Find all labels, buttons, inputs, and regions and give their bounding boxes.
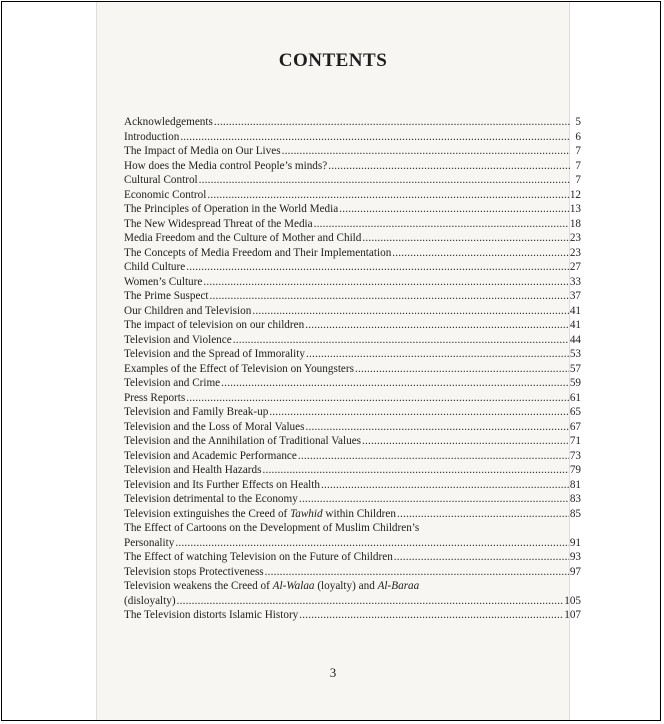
dot-leader bbox=[175, 536, 568, 551]
toc-entry-title: Television stops Protectiveness bbox=[124, 565, 264, 578]
toc-entry-title: Television and Its Further Effects on Health bbox=[124, 478, 320, 491]
toc-entry-page: 41 bbox=[569, 319, 581, 331]
toc-entry-title: Economic Control bbox=[124, 188, 207, 201]
toc-entry bbox=[124, 478, 581, 493]
toc-entry-title: The Concepts of Media Freedom and Their Implementation bbox=[124, 246, 392, 259]
toc-entry-page: 67 bbox=[569, 420, 581, 433]
dot-leader bbox=[186, 260, 569, 275]
toc-entry-page: 13 bbox=[569, 203, 581, 215]
toc-entry bbox=[124, 463, 581, 478]
toc-entry-title: The New Widespread Threat of the Media bbox=[124, 217, 313, 230]
toc-entry bbox=[124, 608, 581, 623]
dot-leader bbox=[305, 420, 568, 435]
dot-leader bbox=[221, 376, 569, 391]
toc-entry bbox=[124, 260, 581, 275]
book-page bbox=[96, 2, 581, 720]
toc-entry-page: 81 bbox=[569, 478, 581, 491]
toc-entry bbox=[124, 318, 581, 333]
dot-leader bbox=[214, 115, 570, 130]
toc-entry-title: Press Reports bbox=[124, 391, 186, 404]
toc-entry bbox=[124, 579, 581, 608]
toc-entry-page: 27 bbox=[569, 261, 581, 273]
toc-entry bbox=[124, 115, 581, 130]
toc-entry-page: 7 bbox=[575, 174, 581, 186]
toc-entry-title: Television and Academic Performance bbox=[124, 449, 297, 462]
toc-entry-page: 71 bbox=[569, 435, 581, 447]
toc-entry-title: Acknowledgements bbox=[124, 116, 213, 128]
toc-entry-title: Television and the Annihilation of Traditional Values bbox=[124, 435, 362, 447]
toc-entry-title: The Prime Suspect bbox=[124, 290, 209, 302]
toc-entry-page: 44 bbox=[569, 333, 581, 346]
dot-leader bbox=[362, 231, 568, 246]
toc-entry-page: 18 bbox=[569, 217, 581, 230]
toc-entry-title: Personality bbox=[124, 536, 175, 549]
toc-entry-title: Television and the Loss of Moral Values bbox=[124, 420, 305, 433]
toc-entry-title: Television and Family Break-up bbox=[124, 406, 269, 418]
toc-entry bbox=[124, 173, 581, 188]
toc-entry bbox=[124, 275, 581, 290]
toc-entry bbox=[124, 144, 581, 159]
toc-entry-page: 59 bbox=[569, 377, 581, 389]
toc-entry-page: 5 bbox=[575, 116, 581, 128]
toc-entry-title: Television and Violence bbox=[124, 333, 232, 346]
toc-entry-page: 91 bbox=[569, 536, 581, 549]
dot-leader bbox=[298, 449, 569, 464]
table-of-contents bbox=[124, 115, 581, 623]
toc-entry-page: 41 bbox=[569, 304, 581, 317]
dot-leader bbox=[299, 608, 563, 623]
toc-entry-title: Cultural Control bbox=[124, 174, 198, 186]
toc-entry-page: 33 bbox=[569, 275, 581, 288]
dot-leader bbox=[265, 565, 569, 580]
toc-entry-page: 79 bbox=[569, 464, 581, 476]
toc-entry-page: 105 bbox=[564, 594, 581, 607]
dot-leader bbox=[233, 333, 569, 348]
toc-entry bbox=[124, 391, 581, 406]
toc-entry bbox=[124, 333, 581, 348]
dot-leader bbox=[210, 289, 569, 304]
toc-entry-title: Television and Health Hazards bbox=[124, 464, 262, 476]
toc-entry-title-line: Television weakens the Creed of Al-Walaa (loyalty) and Al-Baraa bbox=[124, 580, 420, 592]
dot-leader bbox=[299, 492, 569, 507]
toc-entry bbox=[124, 376, 581, 391]
dot-leader bbox=[305, 318, 569, 333]
toc-entry-page: 7 bbox=[575, 145, 581, 157]
dot-leader bbox=[328, 159, 570, 174]
dot-leader bbox=[362, 434, 569, 449]
toc-entry bbox=[124, 304, 581, 319]
dot-leader bbox=[269, 405, 569, 420]
toc-entry bbox=[124, 420, 581, 435]
toc-entry bbox=[124, 492, 581, 507]
toc-entry-page: 61 bbox=[569, 391, 581, 404]
toc-entry bbox=[124, 405, 581, 420]
toc-entry bbox=[124, 289, 581, 304]
toc-entry bbox=[124, 202, 581, 217]
toc-entry-title: Television and Crime bbox=[124, 377, 221, 389]
toc-entry-title: Television and the Spread of Immorality bbox=[124, 348, 305, 360]
dot-leader bbox=[306, 347, 569, 362]
dot-leader bbox=[355, 362, 569, 377]
dot-leader bbox=[392, 246, 569, 261]
dot-leader bbox=[321, 478, 569, 493]
toc-entry-page: 97 bbox=[569, 565, 581, 578]
toc-entry bbox=[124, 449, 581, 464]
toc-entry-page: 53 bbox=[569, 348, 581, 360]
toc-entry-title: The impact of television on our children bbox=[124, 319, 305, 331]
toc-entry bbox=[124, 347, 581, 362]
toc-entry bbox=[124, 565, 581, 580]
toc-entry-page: 83 bbox=[569, 493, 581, 505]
toc-entry-title: Introduction bbox=[124, 130, 180, 143]
dot-leader bbox=[282, 144, 570, 159]
toc-entry-title: Examples of the Effect of Television on Youngsters bbox=[124, 362, 354, 375]
toc-entry-page: 7 bbox=[575, 159, 581, 172]
toc-entry-title-line: The Effect of Cartoons on the Development of Muslim Children’s bbox=[124, 522, 420, 534]
dot-leader bbox=[397, 507, 569, 522]
toc-entry-page: 23 bbox=[569, 246, 581, 259]
toc-entry bbox=[124, 521, 581, 550]
toc-entry-page: 85 bbox=[569, 507, 581, 520]
toc-entry bbox=[124, 217, 581, 232]
page-number: 3 bbox=[329, 665, 337, 680]
toc-entry-page: 73 bbox=[569, 449, 581, 462]
toc-entry-title: How does the Media control People’s minds? bbox=[124, 159, 328, 172]
toc-entry-title: The Principles of Operation in the World Media bbox=[124, 203, 339, 215]
toc-entry-page: 57 bbox=[569, 362, 581, 375]
toc-entry-page: 6 bbox=[575, 130, 581, 143]
toc-entry-title: The Television distorts Islamic History bbox=[124, 609, 299, 621]
toc-entry-title: Women’s Culture bbox=[124, 275, 203, 288]
dot-leader bbox=[339, 202, 569, 217]
dot-leader bbox=[203, 275, 568, 290]
toc-entry-title: The Impact of Media on Our Lives bbox=[124, 145, 281, 157]
toc-entry-title: (disloyalty) bbox=[124, 594, 176, 607]
dot-leader bbox=[180, 130, 570, 145]
toc-entry-title: The Effect of watching Television on the Future of Children bbox=[124, 551, 393, 563]
dot-leader bbox=[186, 391, 569, 406]
toc-entry-title: Child Culture bbox=[124, 261, 186, 273]
toc-entry-page: 12 bbox=[569, 188, 581, 201]
dot-leader bbox=[199, 173, 570, 188]
toc-entry-page: 93 bbox=[569, 551, 581, 563]
toc-entry bbox=[124, 159, 581, 174]
toc-entry-page: 65 bbox=[569, 406, 581, 418]
dot-leader bbox=[394, 550, 569, 565]
dot-leader bbox=[177, 594, 564, 609]
toc-entry-title: Television extinguishes the Creed of Tawhid within Children bbox=[124, 507, 396, 520]
page-title: CONTENTS bbox=[278, 50, 388, 71]
toc-entry bbox=[124, 188, 581, 203]
toc-entry-title: Television detrimental to the Economy bbox=[124, 493, 298, 505]
dot-leader bbox=[262, 463, 568, 478]
toc-entry bbox=[124, 246, 581, 261]
dot-leader bbox=[207, 188, 568, 203]
toc-entry-title: Media Freedom and the Culture of Mother and Child bbox=[124, 232, 362, 244]
toc-entry-page: 37 bbox=[569, 290, 581, 302]
toc-entry bbox=[124, 434, 581, 449]
toc-entry-page: 107 bbox=[564, 609, 581, 621]
toc-entry bbox=[124, 231, 581, 246]
toc-entry bbox=[124, 550, 581, 565]
toc-entry bbox=[124, 507, 581, 522]
toc-entry bbox=[124, 130, 581, 145]
dot-leader bbox=[252, 304, 568, 319]
toc-entry-title: Our Children and Television bbox=[124, 304, 252, 317]
toc-entry bbox=[124, 362, 581, 377]
toc-entry-page: 23 bbox=[569, 232, 581, 244]
dot-leader bbox=[314, 217, 569, 232]
